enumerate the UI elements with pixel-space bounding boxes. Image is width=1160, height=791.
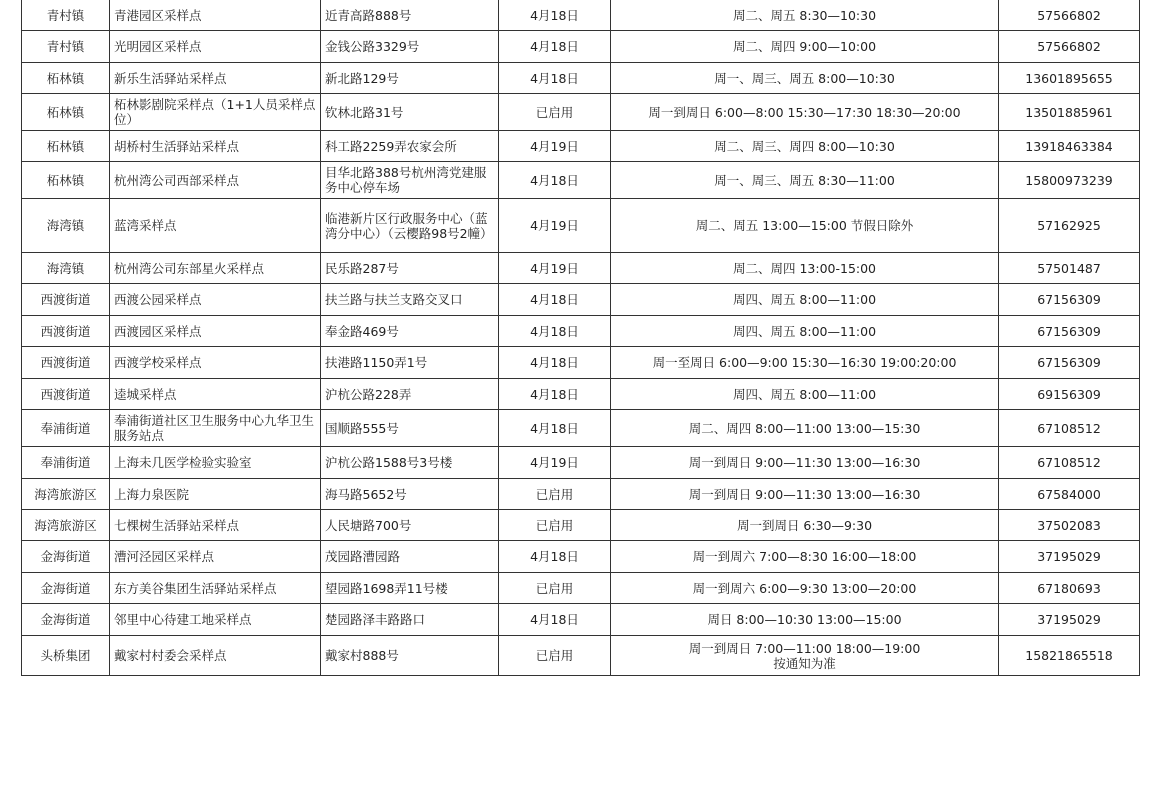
address-cell: 新北路129号: [321, 63, 499, 94]
table-row: [22, 636, 1140, 676]
phone-cell: 57501487: [999, 253, 1140, 284]
start-date-cell: 4月18日: [499, 379, 611, 410]
site-name-cell: 上海力泉医院: [110, 479, 321, 510]
town-cell: 金海街道: [22, 541, 110, 573]
start-date-cell: 4月18日: [499, 0, 611, 31]
hours-cell: 周一到周日 6:00—8:00 15:30—17:30 18:30—20:00: [611, 94, 999, 131]
phone-cell: 15800973239: [999, 162, 1140, 199]
site-name-cell: 漕河泾园区采样点: [110, 541, 321, 573]
hours-cell: 周一到周六 7:00—8:30 16:00—18:00: [611, 541, 999, 573]
hours-cell: 周二、周四 13:00-15:00: [611, 253, 999, 284]
address-cell: 国顺路555号: [321, 410, 499, 447]
address-cell: 戴家村888号: [321, 636, 499, 676]
town-cell: 金海街道: [22, 604, 110, 636]
address-cell: 茂园路漕园路: [321, 541, 499, 573]
address-cell: 海马路5652号: [321, 479, 499, 510]
start-date-cell: 已启用: [499, 94, 611, 131]
address-cell: 楚园路泽丰路路口: [321, 604, 499, 636]
start-date-cell: 4月18日: [499, 604, 611, 636]
address-cell: 扶港路1150弄1号: [321, 347, 499, 379]
start-date-cell: 4月18日: [499, 162, 611, 199]
hours-cell: 周一到周日 7:00—11:00 18:00—19:00 按通知为准: [611, 636, 999, 676]
town-cell: 柘林镇: [22, 131, 110, 162]
site-name-cell: 西渡园区采样点: [110, 316, 321, 347]
town-cell: 头桥集团: [22, 636, 110, 676]
start-date-cell: 4月18日: [499, 63, 611, 94]
address-cell: 钦林北路31号: [321, 94, 499, 131]
start-date-cell: 已启用: [499, 479, 611, 510]
hours-cell: 周四、周五 8:00—11:00: [611, 316, 999, 347]
town-cell: 西渡街道: [22, 347, 110, 379]
phone-cell: 57566802: [999, 0, 1140, 31]
site-name-cell: 奉浦街道社区卫生服务中心九华卫生服务站点: [110, 410, 321, 447]
site-name-cell: 东方美谷集团生活驿站采样点: [110, 573, 321, 604]
site-name-cell: 杭州湾公司东部星火采样点: [110, 253, 321, 284]
phone-cell: 67108512: [999, 410, 1140, 447]
site-name-cell: 光明园区采样点: [110, 31, 321, 63]
hours-cell: 周一到周日 6:30—9:30: [611, 510, 999, 541]
table-row: [22, 253, 1140, 284]
site-name-cell: 柘林影剧院采样点（1+1人员采样点位）: [110, 94, 321, 131]
hours-cell: 周一、周三、周五 8:00—10:30: [611, 63, 999, 94]
table-row: [22, 604, 1140, 636]
phone-cell: 37502083: [999, 510, 1140, 541]
phone-cell: 57566802: [999, 31, 1140, 63]
hours-cell: 周二、周五 8:30—10:30: [611, 0, 999, 31]
town-cell: 西渡街道: [22, 379, 110, 410]
start-date-cell: 已启用: [499, 573, 611, 604]
site-name-cell: 邻里中心待建工地采样点: [110, 604, 321, 636]
table-row: [22, 510, 1140, 541]
start-date-cell: 4月19日: [499, 199, 611, 253]
site-name-cell: 新乐生活驿站采样点: [110, 63, 321, 94]
hours-cell: 周一到周六 6:00—9:30 13:00—20:00: [611, 573, 999, 604]
address-cell: 望园路1698弄11号楼: [321, 573, 499, 604]
address-cell: 人民塘路700号: [321, 510, 499, 541]
table-row: [22, 410, 1140, 447]
address-cell: 沪杭公路1588号3号楼: [321, 447, 499, 479]
address-cell: 扶兰路与扶兰支路交叉口: [321, 284, 499, 316]
table-row: [22, 379, 1140, 410]
phone-cell: 67156309: [999, 284, 1140, 316]
town-cell: 青村镇: [22, 0, 110, 31]
hours-cell: 周一到周日 9:00—11:30 13:00—16:30: [611, 479, 999, 510]
start-date-cell: 已启用: [499, 636, 611, 676]
sampling-sites-table: [21, 0, 1140, 676]
phone-cell: 67156309: [999, 316, 1140, 347]
site-name-cell: 杭州湾公司西部采样点: [110, 162, 321, 199]
table-row: [22, 0, 1140, 31]
site-name-cell: 西渡公园采样点: [110, 284, 321, 316]
phone-cell: 67180693: [999, 573, 1140, 604]
start-date-cell: 4月19日: [499, 447, 611, 479]
town-cell: 柘林镇: [22, 63, 110, 94]
site-name-cell: 上海未几医学检验实验室: [110, 447, 321, 479]
start-date-cell: 4月19日: [499, 253, 611, 284]
start-date-cell: 4月18日: [499, 347, 611, 379]
start-date-cell: 4月18日: [499, 410, 611, 447]
hours-cell: 周二、周五 13:00—15:00 节假日除外: [611, 199, 999, 253]
address-cell: 奉金路469号: [321, 316, 499, 347]
town-cell: 海湾镇: [22, 199, 110, 253]
site-name-cell: 戴家村村委会采样点: [110, 636, 321, 676]
hours-cell: 周二、周三、周四 8:00—10:30: [611, 131, 999, 162]
phone-cell: 67584000: [999, 479, 1140, 510]
phone-cell: 13501885961: [999, 94, 1140, 131]
table-row: [22, 131, 1140, 162]
hours-cell: 周一至周日 6:00—9:00 15:30—16:30 19:00:20:00: [611, 347, 999, 379]
start-date-cell: 已启用: [499, 510, 611, 541]
hours-cell: 周一到周日 9:00—11:30 13:00—16:30: [611, 447, 999, 479]
phone-cell: 57162925: [999, 199, 1140, 253]
hours-cell: 周二、周四 9:00—10:00: [611, 31, 999, 63]
town-cell: 青村镇: [22, 31, 110, 63]
table-row: [22, 316, 1140, 347]
table-row: [22, 162, 1140, 199]
table-row: [22, 94, 1140, 131]
site-name-cell: 西渡学校采样点: [110, 347, 321, 379]
town-cell: 柘林镇: [22, 162, 110, 199]
town-cell: 柘林镇: [22, 94, 110, 131]
site-name-cell: 七棵树生活驿站采样点: [110, 510, 321, 541]
site-name-cell: 蓝湾采样点: [110, 199, 321, 253]
town-cell: 海湾旅游区: [22, 510, 110, 541]
address-cell: 金钱公路3329号: [321, 31, 499, 63]
start-date-cell: 4月18日: [499, 541, 611, 573]
hours-cell: 周四、周五 8:00—11:00: [611, 379, 999, 410]
site-name-cell: 胡桥村生活驿站采样点: [110, 131, 321, 162]
town-cell: 西渡街道: [22, 316, 110, 347]
table-row: [22, 573, 1140, 604]
hours-cell: 周四、周五 8:00—11:00: [611, 284, 999, 316]
hours-cell: 周日 8:00—10:30 13:00—15:00: [611, 604, 999, 636]
table-row: [22, 199, 1140, 253]
table-body: [22, 0, 1140, 676]
phone-cell: 67108512: [999, 447, 1140, 479]
town-cell: 奉浦街道: [22, 410, 110, 447]
site-name-cell: 逵城采样点: [110, 379, 321, 410]
phone-cell: 67156309: [999, 347, 1140, 379]
town-cell: 海湾镇: [22, 253, 110, 284]
phone-cell: 69156309: [999, 379, 1140, 410]
table-row: [22, 347, 1140, 379]
table-row: [22, 31, 1140, 63]
site-name-cell: 青港园区采样点: [110, 0, 321, 31]
town-cell: 奉浦街道: [22, 447, 110, 479]
start-date-cell: 4月18日: [499, 316, 611, 347]
address-cell: 科工路2259弄农家会所: [321, 131, 499, 162]
town-cell: 西渡街道: [22, 284, 110, 316]
address-cell: 民乐路287号: [321, 253, 499, 284]
table-row: [22, 479, 1140, 510]
table-row: [22, 541, 1140, 573]
address-cell: 目华北路388号杭州湾党建服务中心停车场: [321, 162, 499, 199]
table-row: [22, 284, 1140, 316]
hours-cell: 周一、周三、周五 8:30—11:00: [611, 162, 999, 199]
address-cell: 临港新片区行政服务中心（蓝湾分中心）（云樱路98号2幢）: [321, 199, 499, 253]
phone-cell: 13918463384: [999, 131, 1140, 162]
start-date-cell: 4月18日: [499, 31, 611, 63]
address-cell: 近青高路888号: [321, 0, 499, 31]
table-row: [22, 63, 1140, 94]
start-date-cell: 4月19日: [499, 131, 611, 162]
address-cell: 沪杭公路228弄: [321, 379, 499, 410]
phone-cell: 15821865518: [999, 636, 1140, 676]
table-row: [22, 447, 1140, 479]
start-date-cell: 4月18日: [499, 284, 611, 316]
hours-cell: 周二、周四 8:00—11:00 13:00—15:30: [611, 410, 999, 447]
town-cell: 金海街道: [22, 573, 110, 604]
town-cell: 海湾旅游区: [22, 479, 110, 510]
phone-cell: 37195029: [999, 541, 1140, 573]
phone-cell: 13601895655: [999, 63, 1140, 94]
phone-cell: 37195029: [999, 604, 1140, 636]
